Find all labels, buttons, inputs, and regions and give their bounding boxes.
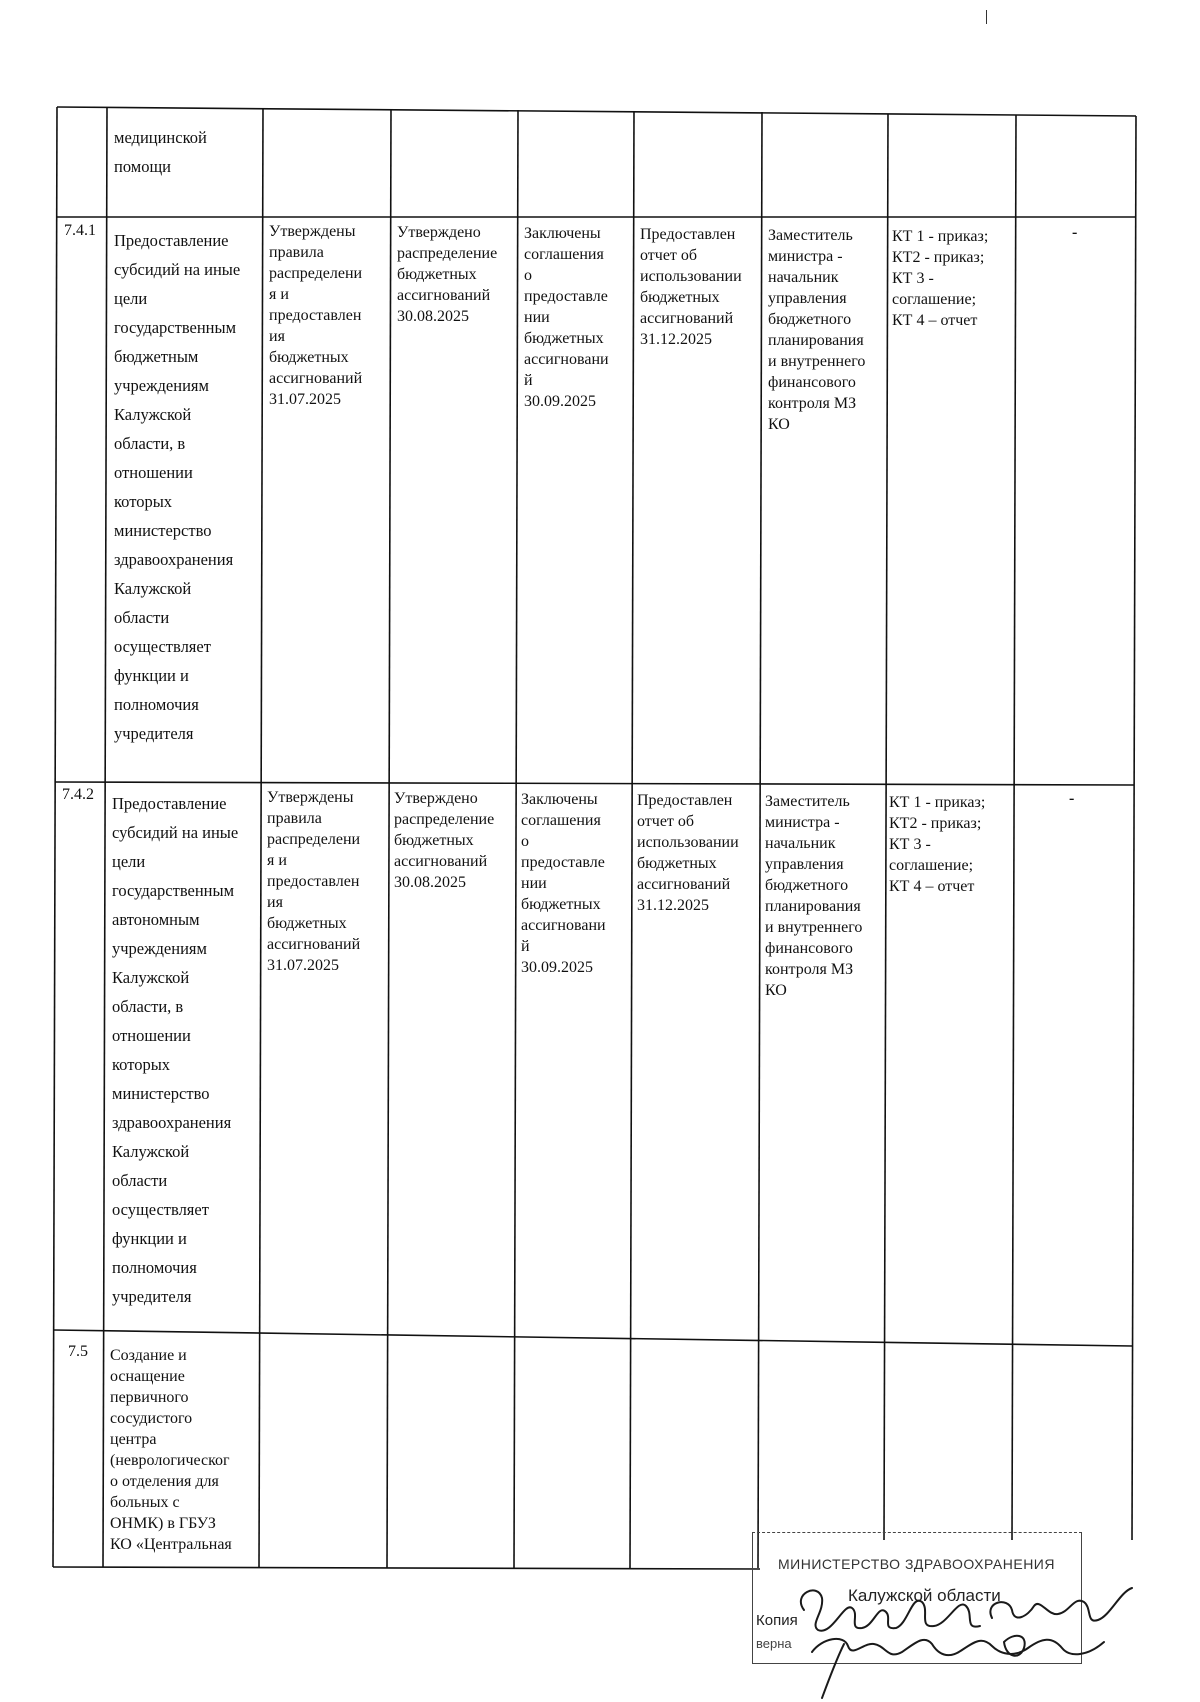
stamp-true-label: верна — [756, 1636, 792, 1651]
row-1-control-point-4: Предоставлен отчет об использовании бюджетных ассигнований 31.12.2025 — [640, 226, 742, 348]
row-0-title: медицинской помощи — [114, 128, 207, 176]
stamp-copy-label: Копия — [756, 1612, 798, 1629]
row-1-control-point-2: Утверждено распределение бюджетных ассигнований 30.08.2025 — [397, 224, 498, 325]
row-2-number: 7.4.2 — [62, 786, 94, 803]
row-1-control-point-1: Утверждены правила распределени я и предоставлен ия бюджетных ассигнований 31.07.2025 — [269, 223, 363, 408]
stamp-region: Калужской области — [848, 1586, 1001, 1605]
row-3-number: 7.5 — [68, 1343, 88, 1360]
row-1-documents: КТ 1 - приказ; КТ2 - приказ; КТ 3 - соглашение; КТ 4 – отчет — [892, 228, 989, 329]
row-1-control-point-3: Заключены соглашения о предоставле нии бюджетных ассигновани й 30.09.2025 — [524, 225, 609, 410]
row-1-number: 7.4.1 — [64, 222, 96, 239]
row-2-control-point-2: Утверждено распределение бюджетных ассигнований 30.08.2025 — [394, 790, 495, 891]
stamp-title: МИНИСТЕРСТВО ЗДРАВООХРАНЕНИЯ — [778, 1556, 1055, 1572]
row-2-control-point-4: Предоставлен отчет об использовании бюджетных ассигнований 31.12.2025 — [637, 792, 739, 914]
row-2-documents: КТ 1 - приказ; КТ2 - приказ; КТ 3 - соглашение; КТ 4 – отчет — [889, 794, 986, 895]
row-2-control-point-1: Утверждены правила распределени я и предоставлен ия бюджетных ассигнований 31.07.2025 — [267, 789, 361, 974]
row-1-responsible: Заместитель министра - начальник управления бюджетного планирования и внутреннего финансового контроля МЗ КО — [768, 227, 866, 433]
row-2-control-point-3: Заключены соглашения о предоставле нии бюджетных ассигновани й 30.09.2025 — [521, 791, 606, 976]
row-1-note: - — [1072, 224, 1078, 241]
certification-stamp — [752, 1532, 1082, 1682]
row-2-note: - — [1069, 790, 1075, 807]
row-1-title: Предоставление субсидий на иные цели государственным бюджетным учреждениям Калужской области, в отношении которых министерство здравоохранения Калужской области осуществляет функции и полномочия учредителя — [114, 231, 241, 743]
row-2-responsible: Заместитель министра - начальник управления бюджетного планирования и внутреннего финансового контроля МЗ КО — [765, 793, 863, 999]
row-2-title: Предоставление субсидий на иные цели государственным автономным учреждениям Калужской области, в отношении которых министерство здравоохранения Калужской области осуществляет функции и полномочия учредителя — [112, 794, 239, 1306]
handwritten-signature — [752, 1532, 1142, 1702]
row-3-title: Создание и оснащение первичного сосудистого центра (неврологическог о отделения для больных с ОНМК) в ГБУЗ КО «Центральная — [110, 1347, 232, 1553]
